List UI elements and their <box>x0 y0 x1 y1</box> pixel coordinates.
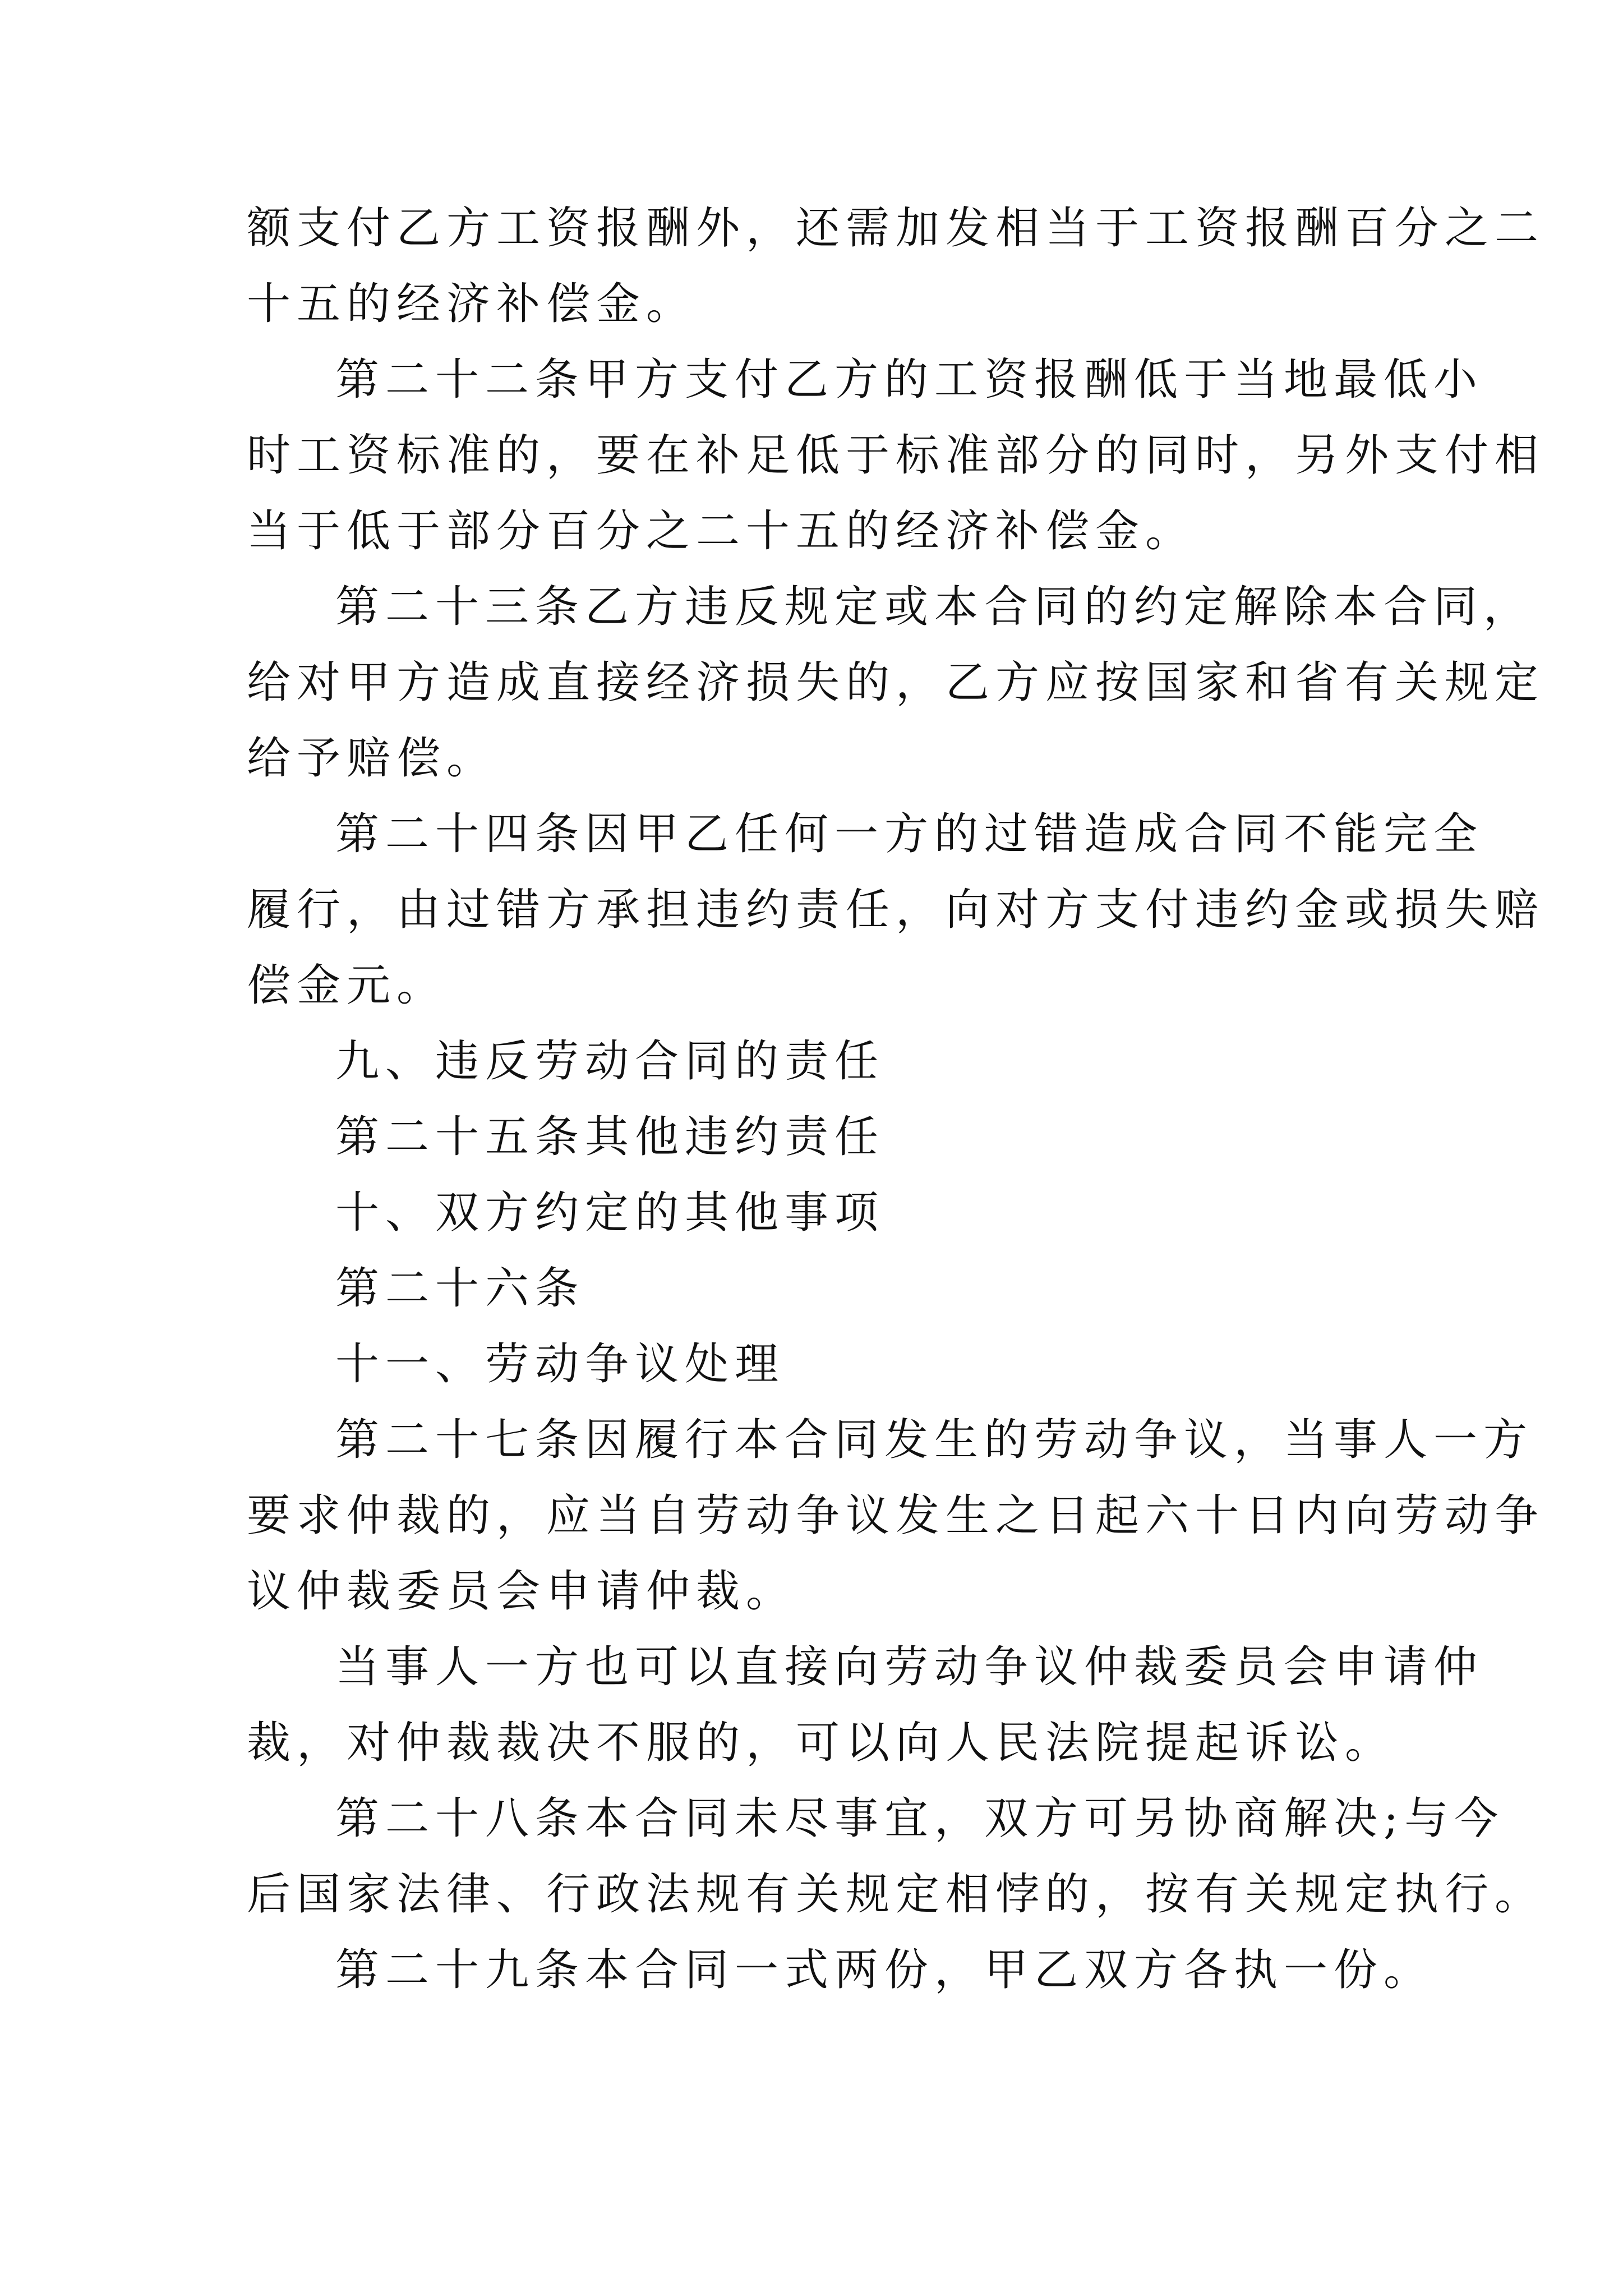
text-line: 裁，对仲裁裁决不服的，可以向人民法院提起诉讼。 <box>247 1718 1395 1768</box>
text-line: 要求仲裁的，应当自劳动争议发生之日起六十日内向劳动争 <box>247 1490 1545 1541</box>
text-line: 当于低于部分百分之二十五的经济补偿金。 <box>247 506 1196 556</box>
text-line: 第二十九条本合同一式两份，甲乙双方各执一份。 <box>335 1945 1434 1995</box>
section-heading: 十、双方约定的其他事项 <box>335 1188 885 1238</box>
text-line: 议仲裁委员会申请仲裁。 <box>247 1566 796 1617</box>
section-heading: 九、违反劳动合同的责任 <box>335 1036 885 1087</box>
text-line: 偿金元。 <box>247 960 447 1011</box>
text-line: 第二十二条甲方支付乙方的工资报酬低于当地最低小 <box>335 355 1484 405</box>
text-line: 第二十六条 <box>335 1263 585 1314</box>
text-line: 给对甲方造成直接经济损失的，乙方应按国家和省有关规定 <box>247 657 1545 708</box>
text-line: 第二十五条其他违约责任 <box>335 1112 885 1162</box>
text-line: 第二十三条乙方违反规定或本合同的约定解除本合同， <box>335 582 1534 632</box>
text-line: 履行，由过错方承担违约责任，向对方支付违约金或损失赔 <box>247 885 1545 935</box>
text-line: 十五的经济补偿金。 <box>247 279 697 329</box>
text-line: 第二十八条本合同未尽事宜，双方可另协商解决;与今 <box>335 1793 1505 1844</box>
text-line: 时工资标准的，要在补足低于标准部分的同时，另外支付相 <box>247 430 1545 481</box>
text-line: 额支付乙方工资报酬外，还需加发相当于工资报酬百分之二 <box>247 203 1545 254</box>
section-heading: 十一、劳动争议处理 <box>335 1339 785 1389</box>
text-line: 给予赔偿。 <box>247 733 497 784</box>
text-line: 第二十四条因甲乙任何一方的过错造成合同不能完全 <box>335 809 1484 859</box>
text-line: 当事人一方也可以直接向劳动争议仲裁委员会申请仲 <box>335 1642 1484 1692</box>
text-line: 第二十七条因履行本合同发生的劳动争议，当事人一方 <box>335 1415 1534 1465</box>
text-line: 后国家法律、行政法规有关规定相悖的，按有关规定执行。 <box>247 1869 1545 1920</box>
